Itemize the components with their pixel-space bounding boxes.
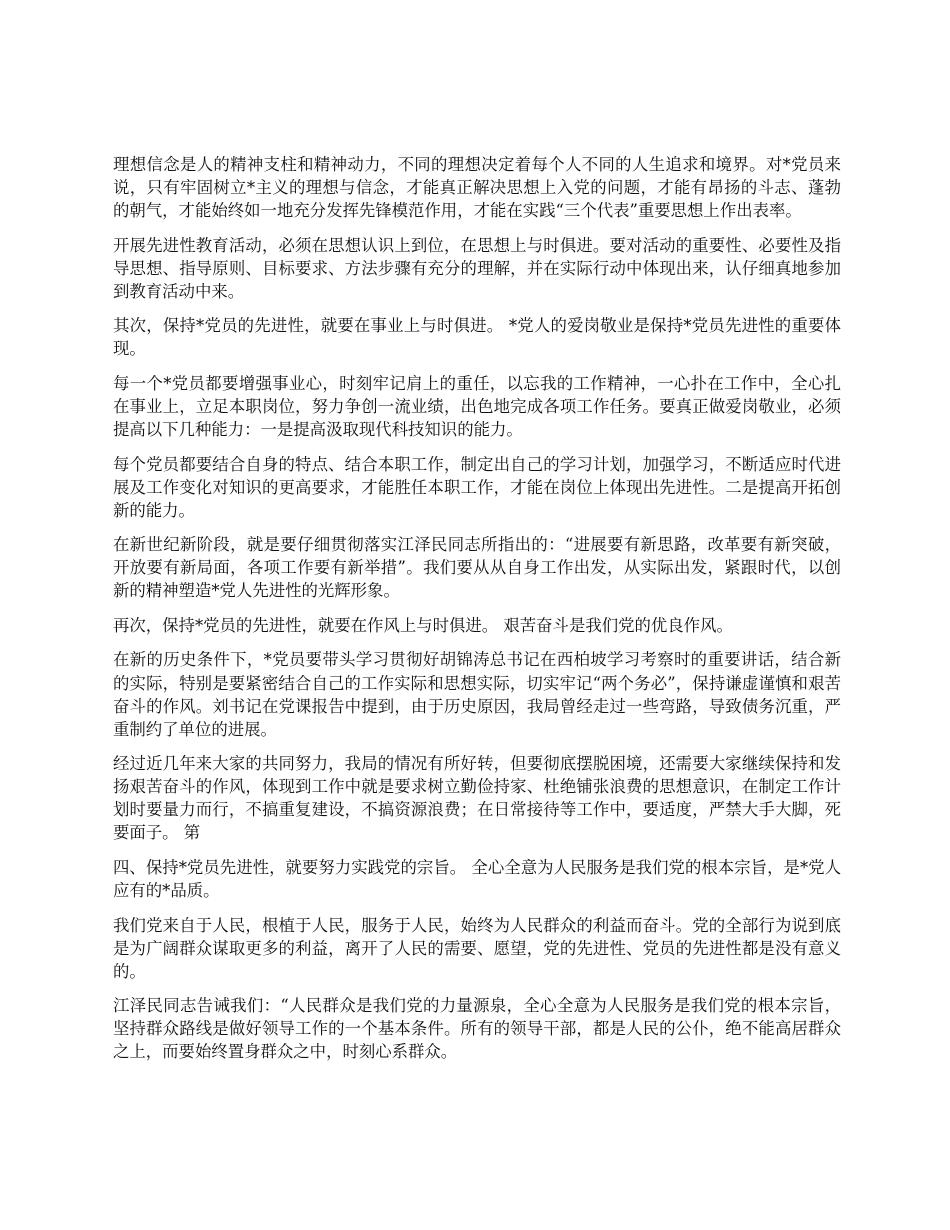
document-body <box>113 153 841 1075</box>
paragraph-11: 我们党来自于人民，根植于人民，服务于人民，始终为人民群众的利益而奋斗。党的全部行为说到底是为广阔群众谋取更多的利益，离开了人民的需要、愿望，党的先进性、党员的先进性都是没有意义的。 <box>113 915 841 981</box>
paragraph-4: 每一个*党员都要增强事业心，时刻牢记肩上的重任，以忘我的工作精神，一心扑在工作中，全心扎在事业上，立足本职岗位，努力争创一流业绩，出色地完成各项工作任务。要真正做爱岗敬业，必须提高以下几种能力：一是提高汲取现代科技知识的能力。 <box>113 373 841 440</box>
paragraph-10: 四、保持*党员先进性，就要努力实践党的宗旨。 全心全意为人民服务是我们党的根本宗旨，是*党人应有的*品质。 <box>113 857 841 901</box>
paragraph-1: 理想信念是人的精神支柱和精神动力，不同的理想决定着每个人不同的人生追求和境界。对*党员来说，只有牢固树立*主义的理想与信念，才能真正解决思想上入党的问题，才能有昂扬的斗志、蓬勃的朝气，才能始终如一地充分发挥先锋模范作用，才能在实践“三个代表”重要思想上作出表率。 <box>113 155 841 221</box>
paragraph-6: 在新世纪新阶段，就是要仔细贯彻落实江泽民同志所指出的：“进展要有新思路，改革要有新突破，开放要有新局面，各项工作要有新举措”。我们要从从自身工作出发，从实际出发，紧跟时代，以创新的精神塑造*党人先进性的光辉形象。 <box>113 535 841 601</box>
paragraph-5: 每个党员都要结合自身的特点、结合本职工作，制定出自己的学习计划，加强学习，不断适应时代进展及工作变化对知识的更高要求，才能胜任本职工作，才能在岗位上体现出先进性。二是提高开拓创新的能力。 <box>113 454 841 520</box>
paragraph-7: 再次，保持*党员的先进性，就要在作风上与时俱进。 艰苦奋斗是我们党的优良作风。 <box>113 615 733 635</box>
paragraph-9: 经过近几年来大家的共同努力，我局的情况有所好转，但要彻底摆脱困境，还需要大家继续保持和发扬艰苦奋斗的作风，体现到工作中就是要求树立勤俭持家、杜绝铺张浪费的思想意识，在制定工作计划时要量力而行，不搞重复建设，不搞资源浪费；在日常接待等工作中，要适度，严禁大手大脚，死要面子。 第 <box>113 754 841 843</box>
paragraph-8: 在新的历史条件下，*党员要带头学习贯彻好胡锦涛总书记在西柏坡学习考察时的重要讲话，结合新的实际，特别是要紧密结合自己的工作实际和思想实际，切实牢记“两个务必”，保持谦虚谨慎和艰苦奋斗的作风。刘书记在党课报告中提到，由于历史原因，我局曾经走过一些弯路，导致债务沉重，严重制约了单位的进展。 <box>113 650 841 739</box>
paragraph-12: 江泽民同志告诫我们：“人民群众是我们党的力量源泉，全心全意为人民服务是我们党的根本宗旨，坚持群众路线是做好领导工作的一个基本条件。所有的领导干部，都是人民的公仆，绝不能高居群众之上，而要始终置身群众之中，时刻心系群众。 <box>113 996 841 1062</box>
paragraph-2: 开展先进性教育活动，必须在思想认识上到位，在思想上与时俱进。要对活动的重要性、必要性及指导思想、指导原则、目标要求、方法步骤有充分的理解，并在实际行动中体现出来，认仔细真地参加到教育活动中来。 <box>113 235 841 301</box>
paragraph-3: 其次，保持*党员的先进性，就要在事业上与时俱进。 *党人的爱岗敬业是保持*党员先进性的重要体现。 <box>113 316 841 359</box>
